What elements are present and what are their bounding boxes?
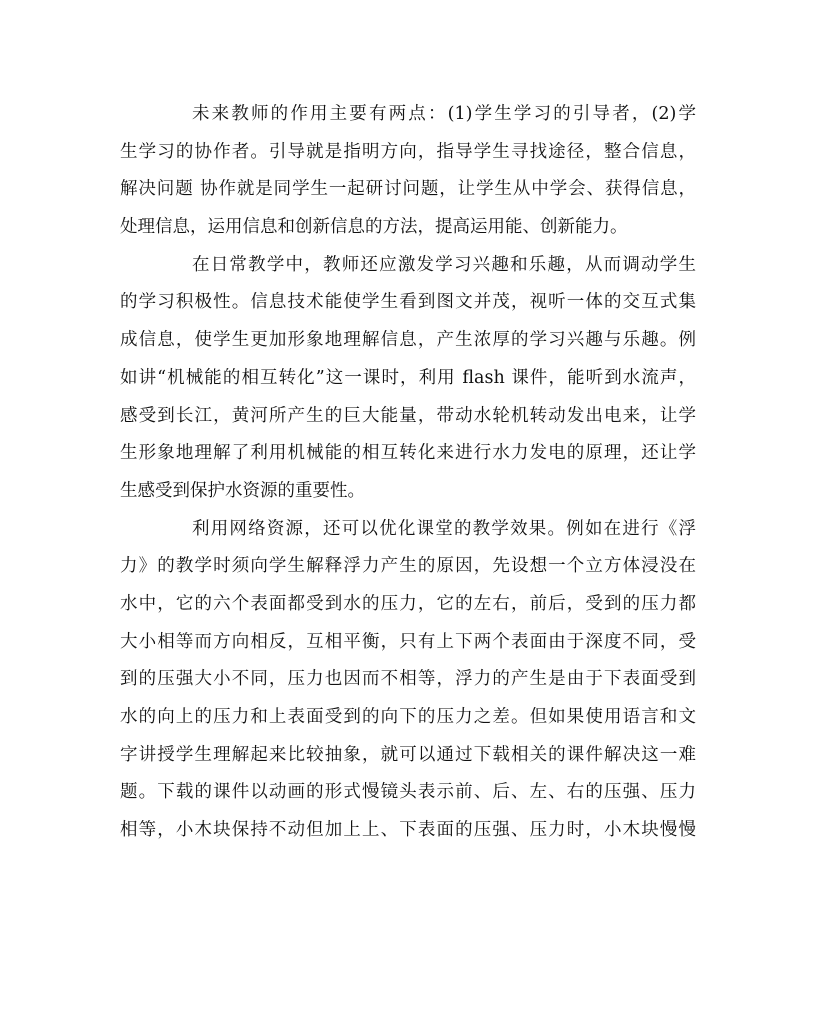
text-line: 成信息，使学生更加形象地理解信息，产生浓厚的学习兴趣与乐趣。例 — [120, 330, 696, 351]
text-line: 利用网络资源，还可以优化课堂的教学效果。例如在进行《浮 — [192, 518, 696, 539]
text-line: 水的向上的压力和上表面受到的向下的压力之差。但如果使用语言和文 — [120, 707, 696, 727]
text-line: 生形象地理解了利用机械能的相互转化来进行水力发电的原理，还让学 — [120, 443, 696, 464]
text-line: 相等，小木块保持不动但加上上、下表面的压强、压力时，小木块慢慢 — [120, 820, 696, 841]
text-line: 感受到长江，黄河所产生的巨大能量，带动水轮机转动发出电来，让学 — [120, 405, 696, 426]
text-line: 大小相等而方向相反，互相平衡，只有上下两个表面由于深度不同，受 — [120, 631, 696, 652]
text-line: 水中，它的六个表面都受到水的压力，它的左右，前后，受到的压力都 — [120, 593, 696, 614]
paragraph-2 — [120, 247, 696, 511]
text-line: 处理信息，运用信息和创新信息的方法，提高运用能、创新能力。 — [120, 217, 628, 238]
text-line: 到的压强大小不同，压力也因而不相等，浮力的产生是由于下表面受到 — [120, 669, 696, 690]
paragraph-1 — [120, 96, 696, 247]
text-line: 题。下载的课件以动画的形式慢镜头表示前、后、左、右的压强、压力 — [120, 782, 696, 803]
paragraph-3 — [120, 511, 696, 850]
text-line: 的学习积极性。信息技术能使学生看到图文并茂，视听一体的交互式集 — [120, 292, 696, 313]
text-line: 未来教师的作用主要有两点：(1)学生学习的引导者，(2)学 — [192, 104, 696, 124]
text-line: 生感受到保护水资源的重要性。 — [120, 480, 365, 501]
text-line: 如讲“机械能的相互转化”这一课时，利用 flash 课件，能听到水流声， — [120, 367, 696, 388]
text-line: 在日常教学中，教师还应激发学习兴趣和乐趣，从而调动学生 — [192, 254, 696, 275]
text-line: 解决问题 协作就是同学生一起研讨问题，让学生从中学会、获得信息， — [120, 179, 696, 200]
document-body — [120, 96, 696, 850]
text-line: 生学习的协作者。引导就是指明方向，指导学生寻找途径，整合信息， — [120, 141, 696, 162]
text-line: 字讲授学生理解起来比较抽象，就可以通过下载相关的课件解决这一难 — [120, 744, 696, 765]
text-line: 力》的教学时须向学生解释浮力产生的原因，先设想一个立方体浸没在 — [120, 556, 696, 577]
